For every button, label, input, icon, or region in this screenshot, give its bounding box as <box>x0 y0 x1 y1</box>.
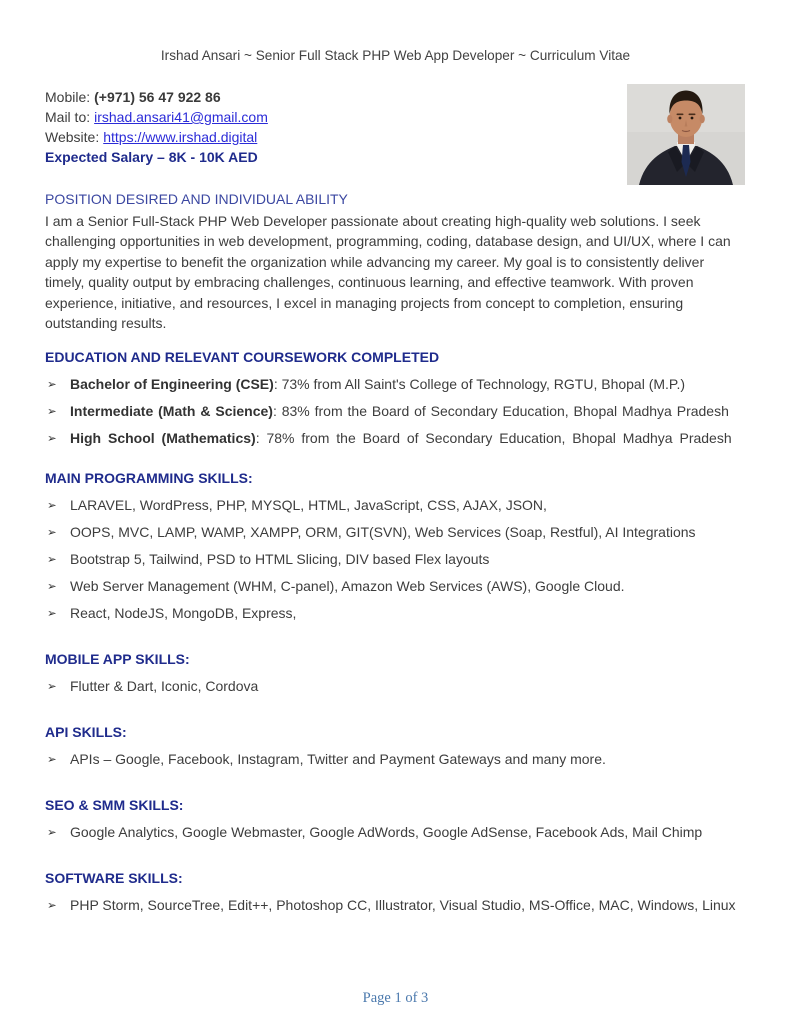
bullet-text: APIs – Google, Facebook, Instagram, Twitter and Payment Gateways and many more. <box>70 751 606 768</box>
list-item <box>45 549 745 569</box>
arrow-bullet-icon: ➢ <box>47 608 57 621</box>
email-label: Mail to: <box>45 109 91 125</box>
arrow-bullet-icon: ➢ <box>47 681 57 694</box>
website-link[interactable]: https://www.irshad.digital <box>103 129 258 145</box>
bullet-text: : 78% from the Board of Secondary Education, Bhopal Madhya Pradesh <box>255 430 732 447</box>
bullet-text: : 73% from All Saint's College of Technology, RGTU, Bhopal (M.P.) <box>273 376 686 393</box>
arrow-bullet-icon: ➢ <box>47 500 57 513</box>
list-item <box>45 401 745 421</box>
bullet-text: OOPS, MVC, LAMP, WAMP, XAMPP, ORM, GIT(SVN), Web Services (Soap, Restful), AI Integrations <box>70 524 696 541</box>
bullet-lead: Intermediate (Math & Science) <box>70 403 273 420</box>
software-list <box>45 895 745 915</box>
section-heading-seo: SEO & SMM SKILLS: <box>45 797 184 814</box>
arrow-bullet-icon: ➢ <box>47 581 57 594</box>
list-item <box>45 428 745 448</box>
arrow-bullet-icon: ➢ <box>47 527 57 540</box>
contact-block <box>45 87 745 167</box>
list-item <box>45 522 745 542</box>
arrow-bullet-icon: ➢ <box>47 900 57 913</box>
section-heading-software: SOFTWARE SKILLS: <box>45 870 183 887</box>
api-list <box>45 749 745 769</box>
section-heading-api: API SKILLS: <box>45 724 127 741</box>
list-item <box>45 822 745 842</box>
bullet-text: React, NodeJS, MongoDB, Express, <box>70 605 297 622</box>
list-item <box>45 603 745 623</box>
list-item <box>45 749 745 769</box>
applicant-photo <box>627 84 745 185</box>
list-item <box>45 676 745 696</box>
website-label: Website: <box>45 129 100 145</box>
bullet-text: PHP Storm, SourceTree, Edit++, Photoshop CC, Illustrator, Visual Studio, MS-Office, MAC, Windows, Linux <box>70 897 736 914</box>
mobile-value: (+971) 56 47 922 86 <box>94 89 221 105</box>
list-item <box>45 895 745 915</box>
mobile-label: Mobile: <box>45 89 91 105</box>
arrow-bullet-icon: ➢ <box>47 406 57 419</box>
mobile-list <box>45 676 745 696</box>
bullet-lead: Bachelor of Engineering (CSE) <box>70 376 274 393</box>
list-item <box>45 374 745 394</box>
arrow-bullet-icon: ➢ <box>47 554 57 567</box>
bullet-text: : 83% from the Board of Secondary Education, Bhopal Madhya Pradesh <box>272 403 729 420</box>
arrow-bullet-icon: ➢ <box>47 827 57 840</box>
arrow-bullet-icon: ➢ <box>47 379 57 392</box>
section-heading-mobile: MOBILE APP SKILLS: <box>45 651 190 668</box>
programming-list <box>45 495 745 623</box>
arrow-bullet-icon: ➢ <box>47 754 57 767</box>
expected-salary: Expected Salary – 8K - 10K AED <box>45 149 258 165</box>
list-item <box>45 576 745 596</box>
section-heading-education: EDUCATION AND RELEVANT COURSEWORK COMPLETED <box>45 349 440 366</box>
position-summary-paragraph: I am a Senior Full-Stack PHP Web Developer passionate about creating high-quality web solutions. I seek challenging opportunities in web development, programming, coding, database design, and UI/UX, where I can apply my expertise to benefit the organization while advancing my career. My goal is to consistently deliver timely, quality output by embracing challenges, continuous learning, and effective teamwork. With proven experience, initiative, and resources, I excel in managing projects from concept to completion, ensuring outstanding results. <box>45 213 731 332</box>
education-list <box>45 374 745 448</box>
email-link[interactable]: irshad.ansari41@gmail.com <box>94 109 268 125</box>
section-heading-programming: MAIN PROGRAMMING SKILLS: <box>45 470 253 487</box>
bullet-text: Bootstrap 5, Tailwind, PSD to HTML Slicing, DIV based Flex layouts <box>70 551 490 568</box>
seo-list <box>45 822 745 842</box>
bullet-text: Google Analytics, Google Webmaster, Google AdWords, Google AdSense, Facebook Ads, Mail Chimp <box>70 824 703 841</box>
list-item <box>45 495 745 515</box>
bullet-text: Web Server Management (WHM, C-panel), Amazon Web Services (AWS), Google Cloud. <box>70 578 625 595</box>
portrait-illustration <box>627 84 745 185</box>
document-title: Irshad Ansari ~ Senior Full Stack PHP Web App Developer ~ Curriculum Vitae <box>160 48 631 63</box>
bullet-lead: High School (Mathematics) <box>70 430 256 447</box>
page-number-footer: Page 1 of 3 <box>362 990 429 1006</box>
section-heading-position: POSITION DESIRED AND INDIVIDUAL ABILITY <box>45 191 348 207</box>
arrow-bullet-icon: ➢ <box>47 433 57 446</box>
bullet-text: LARAVEL, WordPress, PHP, MYSQL, HTML, JavaScript, CSS, AJAX, JSON, <box>70 497 547 514</box>
bullet-text: Flutter & Dart, Iconic, Cordova <box>70 678 259 695</box>
page-content <box>0 87 791 915</box>
